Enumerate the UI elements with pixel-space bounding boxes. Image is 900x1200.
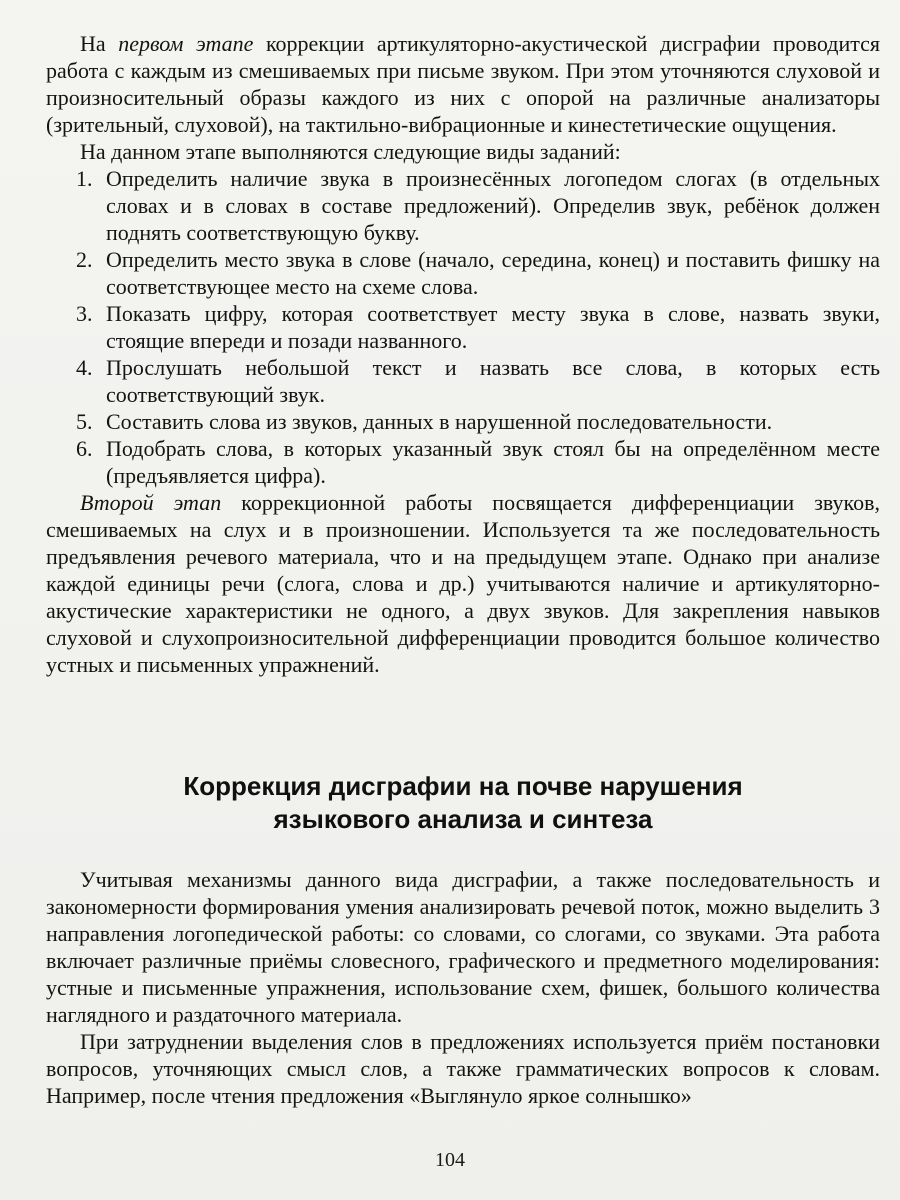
first-stage-italic: первом этапе xyxy=(118,31,254,56)
list-item-marker: 6. xyxy=(76,436,93,461)
list-item-text: Определить наличие звука в произнесённых логопедом слогах (в отдельных словах и в словах в составе предложений). Определив звук, ребёнок должен поднять соответствующую букву. xyxy=(106,166,880,245)
section-heading-line1: Коррекция дисграфии на почве нарушения xyxy=(183,771,743,801)
second-stage-italic: Второй этап xyxy=(80,490,222,515)
list-item-marker: 2. xyxy=(76,247,93,272)
list-item-text: Прослушать небольшой текст и назвать все слова, в которых есть соответствующий звук. xyxy=(106,355,880,407)
list-item-text: Определить место звука в слове (начало, середина, конец) и поставить фишку на соответствующее место на схеме слова. xyxy=(106,247,880,299)
list-item-text: Составить слова из звуков, данных в нарушенной последовательности. xyxy=(106,409,773,434)
section-heading xyxy=(46,770,880,836)
list-item-marker: 4. xyxy=(76,355,93,380)
paragraph-tasks-intro: На данном этапе выполняются следующие виды заданий: xyxy=(80,139,621,164)
list-item xyxy=(76,300,880,354)
section-heading-line2: языкового анализа и синтеза xyxy=(273,804,653,834)
list-item-marker: 3. xyxy=(76,301,93,326)
list-item xyxy=(76,435,880,489)
list-item-text: Подобрать слова, в которых указанный звук стоял бы на определённом месте (предъявляется цифра). xyxy=(106,436,880,488)
list-item-text: Показать цифру, которая соответствует месту звука в слове, назвать звуки, стоящие впереди и позади названного. xyxy=(106,301,880,353)
page-number: 104 xyxy=(435,1149,465,1171)
list-item xyxy=(76,354,880,408)
paragraph-text-lead: На xyxy=(80,31,119,56)
list-item xyxy=(76,246,880,300)
task-list xyxy=(46,165,880,489)
list-item xyxy=(76,165,880,246)
list-item-marker: 5. xyxy=(76,409,93,434)
paragraph-text-rest: коррекции артикуляторно-акустической дисграфии проводится работа с каждым из смешиваемых при письме звуком. При этом уточняются слуховой и произносительный образы каждого из них с опорой на различные анализаторы (зрительный, слуховой), на тактильно-вибрационные и кинестетические ощущения. xyxy=(46,31,881,137)
list-item xyxy=(76,408,880,435)
paragraph-mechanisms: Учитывая механизмы данного вида дисграфии, а также последовательность и закономерности формирования умения анализировать речевой поток, можно выделить 3 направления логопедической работы: со словами, со слогами, со звуками. Эта работа включает различные приёмы словесного, графического и предметного моделирования: устные и письменные упражнения, использование схем, фишек, большого количества наглядного и раздаточного материала. xyxy=(46,867,880,1027)
paragraph-word-selection: При затруднении выделения слов в предложениях используется приём постановки вопросов, уточняющих смысл слов, а также грамматических вопросов к словам. Например, после чтения предложения «Выглянуло яркое солнышко» xyxy=(46,1029,880,1108)
paragraph-text-rest: коррекционной работы посвящается дифференциации звуков, смешиваемых на слух и в произношении. Используется та же последовательность предъявления речевого материала, что и на предыдущем этапе. Однако при анализе каждой единицы речи (слога, слова и др.) учитываются наличие и артикуляторно-акустические характеристики не одного, а двух звуков. Для закрепления навыков слуховой и слухопроизносительной дифференциации проводится большое количество устных и письменных упражнений. xyxy=(46,490,881,677)
paragraph-second-stage xyxy=(46,489,880,678)
list-item-marker: 1. xyxy=(76,166,93,191)
paragraph-first-stage xyxy=(46,30,880,138)
